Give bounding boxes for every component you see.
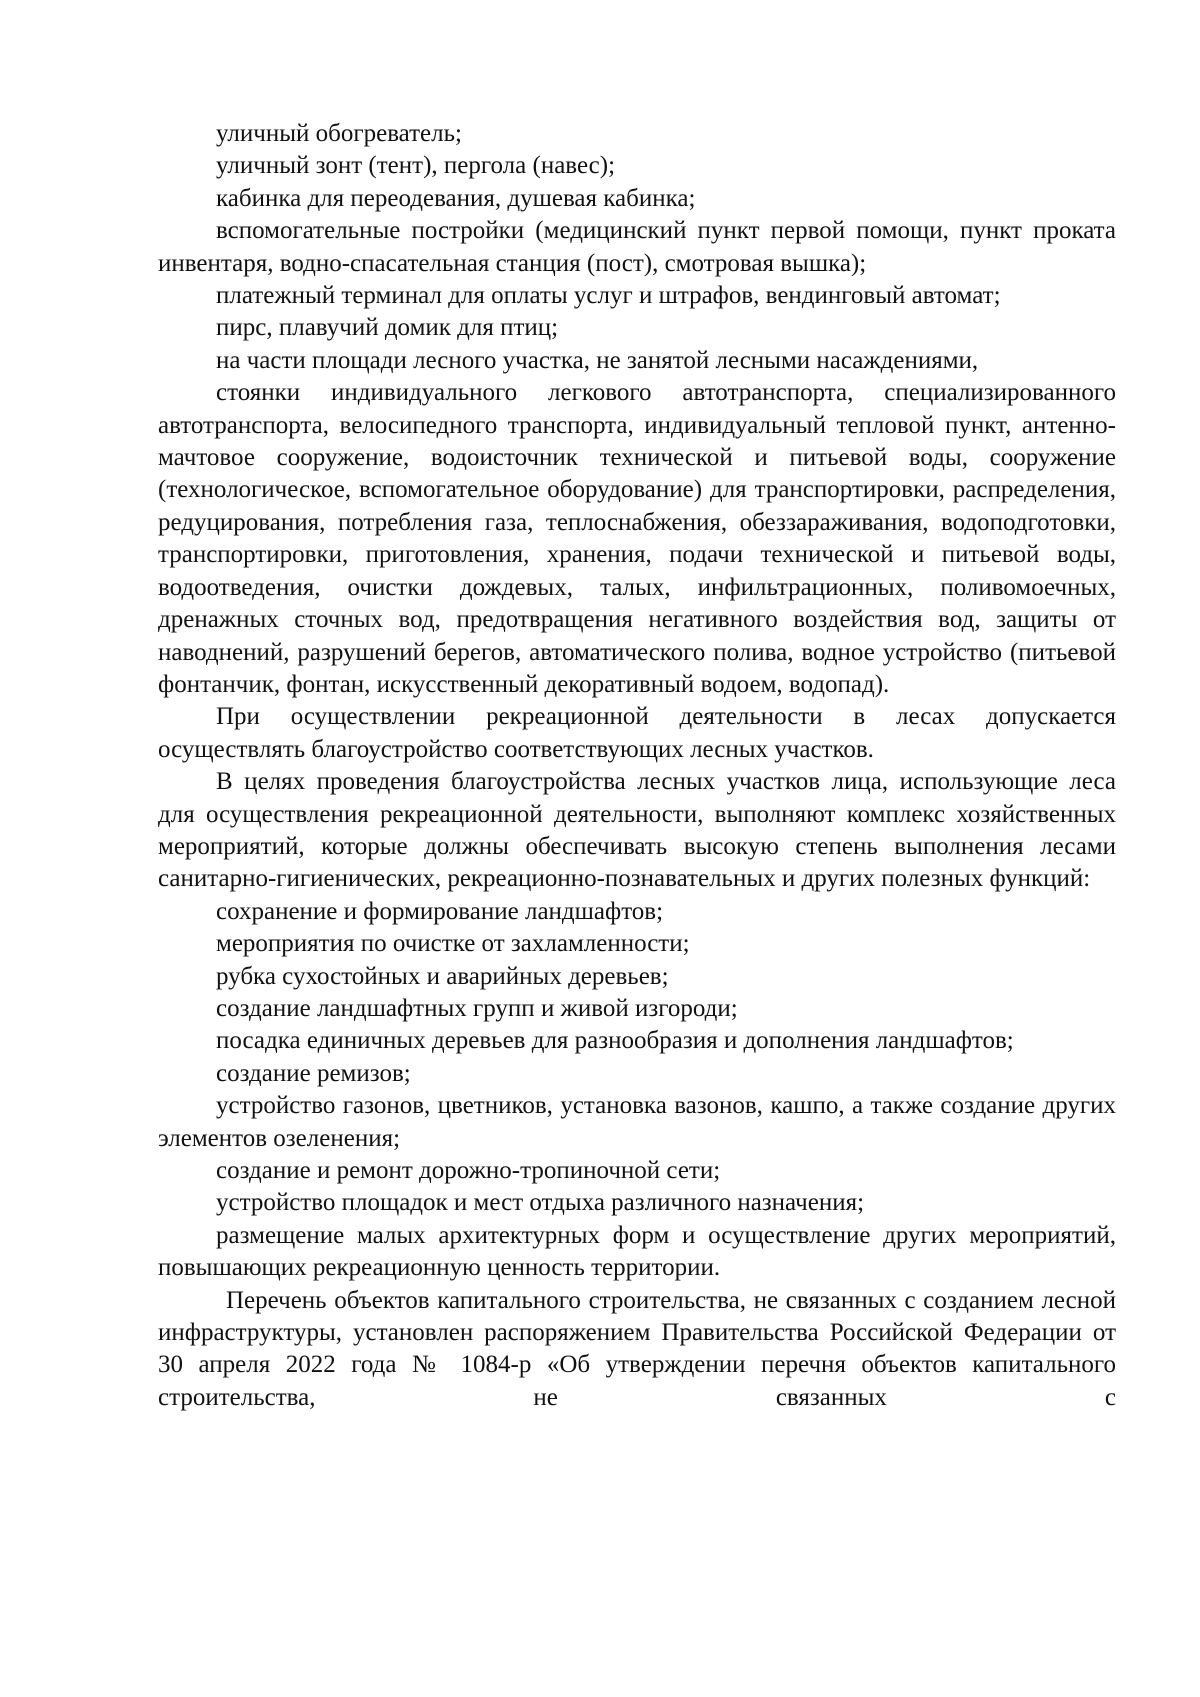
paragraph-tree-felling: рубка сухостойных и аварийных деревьев; [216, 962, 669, 990]
paragraph-changing-cabin: кабинка для переодевания, душевая кабинка; [216, 184, 696, 212]
paragraph-recreational-landscaping: При осуществлении рекреационной деятельности в лесах допускается осуществлять благоустройство соответствующих лесных участков. [158, 703, 1116, 763]
paragraph-street-umbrella: уличный зонт (тент), пергола (навес); [216, 152, 616, 180]
paragraph-hedge-groups: создание ландшафтных групп и живой изгороди; [216, 994, 738, 1022]
paragraph-remises: создание ремизов; [216, 1059, 411, 1087]
paragraph-tree-planting: посадка единичных деревьев для разнообразия и дополнения ландшафтов; [216, 1027, 1014, 1055]
paragraph-auxiliary-buildings: вспомогательные постройки (медицинский пункт первой помощи, пункт проката инвентаря, водно-спасательная станция (пост), смотровая вышка); [158, 217, 1116, 277]
paragraph-parking-and-utilities: стоянки индивидуального легкового автотранспорта, специализированного автотранспорта, велосипедного транспорта, индивидуальный тепловой пункт, антенно-мачтовое сооружение, водоисточник технической и питьевой воды, сооружение (технологическое, вспомогательное оборудование) для транспортировки, распределения, редуцирования, потребления газа, теплоснабжения, обеззараживания, водоподготовки, транспортировки, приготовления, хранения, подачи технической и питьевой воды, водоотведения, очистки дождевых, талых, инфильтрационных, поливомоечных, дренажных сточных вод, предотвращения негативного воздействия вод, защиты от наводнений, разрушений берегов, автоматического полива, водное устройство (питьевой фонтанчик, фонтан, искусственный декоративный водоем, водопад). [158, 379, 1116, 698]
paragraph-lawns-flowerbeds: устройство газонов, цветников, установка вазонов, кашпо, а также создание других элементов озеленения; [158, 1092, 1116, 1152]
document-body [158, 118, 1116, 1414]
paragraph-payment-terminal: платежный терминал для оплаты услуг и штрафов, вендинговый автомат; [216, 282, 1001, 310]
paragraph-capital-construction-list: Перечень объектов капитального строительства, не связанных с созданием лесной инфраструктуры, установлен распоряжением Правительства Российской Федерации от 30 апреля 2022 года № 1084-р «Об утверждении перечня объектов капитального строительства, не связанных с [158, 1286, 1116, 1411]
paragraph-landscaping-measures: В целях проведения благоустройства лесных участков лица, использующие леса для осуществления рекреационной деятельности, выполняют комплекс хозяйственных мероприятий, которые должны обеспечивать высокую степень выполнения лесами санитарно-гигиенических, рекреационно-познавательных и других полезных функций: [158, 768, 1116, 893]
paragraph-landscape-preservation: сохранение и формирование ландшафтов; [216, 897, 664, 925]
paragraph-small-architecture: размещение малых архитектурных форм и осуществление других мероприятий, повышающих рекреационную ценность территории. [158, 1221, 1116, 1282]
paragraph-street-heater: уличный обогреватель; [216, 120, 462, 147]
paragraph-debris-cleanup: мероприятия по очистке от захламленности; [216, 930, 690, 958]
paragraph-pier: пирс, плавучий домик для птиц; [216, 314, 559, 342]
paragraph-path-network: создание и ремонт дорожно-тропиночной сети; [216, 1157, 721, 1184]
paragraph-rest-areas: устройство площадок и мест отдыха различного назначения; [216, 1189, 865, 1217]
paragraph-unforested-area: на части площади лесного участка, не занятой лесными насаждениями, [216, 346, 979, 374]
